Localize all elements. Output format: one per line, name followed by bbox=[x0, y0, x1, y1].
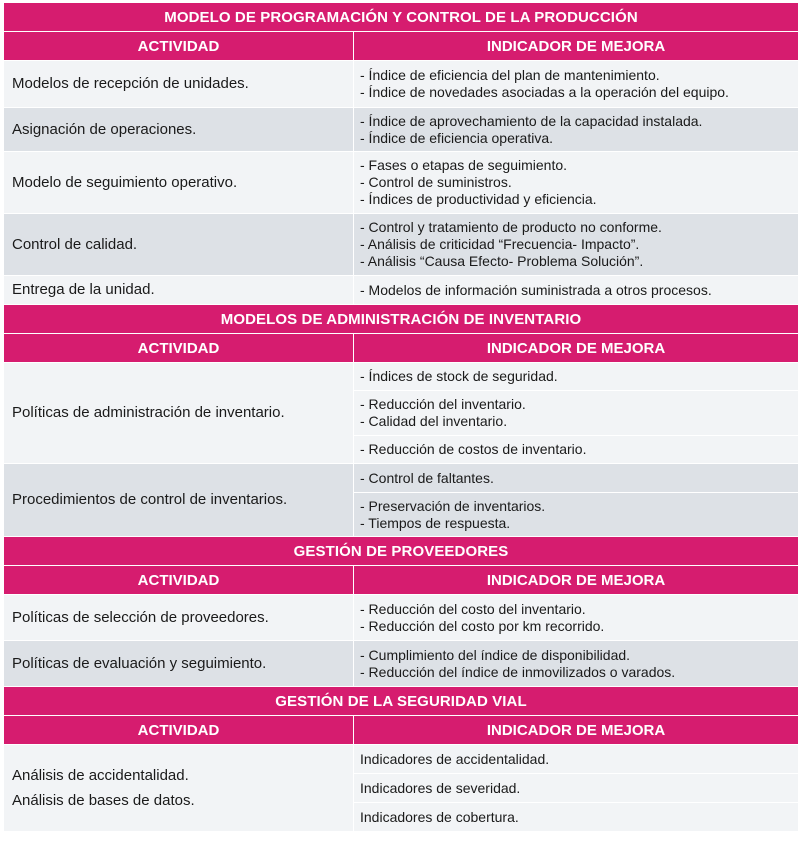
activity-cell: Políticas de selección de proveedores. bbox=[4, 595, 354, 641]
indicator-line: - Índice de aprovechamiento de la capacidad instalada. bbox=[360, 112, 703, 129]
indicator-cell bbox=[354, 595, 799, 641]
indicator-line: - Reducción de costos de inventario. bbox=[360, 441, 587, 457]
indicator-line: - Control y tratamiento de producto no conforme. bbox=[360, 219, 662, 235]
indicator-cell bbox=[354, 363, 799, 391]
table-row bbox=[4, 595, 799, 641]
activity-line: Análisis de bases de datos. bbox=[12, 791, 195, 809]
section-title: MODELO DE PROGRAMACIÓN Y CONTROL DE LA PRODUCCIÓN bbox=[4, 3, 799, 32]
indicator-line: - Reducción del índice de inmovilizados o varados. bbox=[360, 663, 676, 680]
indicator-cell bbox=[354, 436, 799, 464]
table-row bbox=[4, 152, 799, 214]
indicator-cell bbox=[354, 152, 799, 214]
activity-cell: Procedimientos de control de inventarios. bbox=[4, 464, 354, 537]
indicator-line: - Índice de eficiencia del plan de mantenimiento. bbox=[360, 67, 660, 83]
column-header-activity: ACTIVIDAD bbox=[4, 716, 354, 745]
indicator-line: Indicadores de severidad. bbox=[360, 779, 521, 796]
indicator-cell bbox=[354, 214, 799, 276]
section-title-row bbox=[4, 305, 799, 334]
indicator-line: - Cumplimiento del índice de disponibilidad. bbox=[360, 646, 631, 663]
indicator-line: - Índice de novedades asociadas a la operación del equipo. bbox=[360, 84, 729, 100]
column-header-row bbox=[4, 32, 799, 61]
activity-cell: Modelos de recepción de unidades. bbox=[4, 61, 354, 108]
indicator-line: - Índices de stock de seguridad. bbox=[360, 368, 558, 384]
table-row bbox=[4, 61, 799, 108]
column-header-activity: ACTIVIDAD bbox=[4, 334, 354, 363]
indicator-line: Indicadores de accidentalidad. bbox=[360, 750, 550, 767]
indicator-line: - Reducción del inventario. bbox=[360, 396, 526, 412]
activity-cell: Políticas de administración de inventario. bbox=[4, 363, 354, 464]
indicator-cell bbox=[354, 493, 799, 537]
indicator-line: - Análisis de criticidad “Frecuencia- Impacto”. bbox=[360, 236, 640, 252]
section-title-row bbox=[4, 3, 799, 32]
indicator-line: - Índice de eficiencia operativa. bbox=[360, 129, 553, 146]
column-header-indicator: INDICADOR DE MEJORA bbox=[354, 716, 799, 745]
indicator-line: - Modelos de información suministrada a otros procesos. bbox=[360, 281, 712, 298]
table-row bbox=[4, 363, 799, 391]
indicator-cell bbox=[354, 61, 799, 108]
indicator-line: - Tiempos de respuesta. bbox=[360, 514, 511, 531]
activity-cell: Asignación de operaciones. bbox=[4, 108, 354, 152]
indicator-cell bbox=[354, 803, 799, 832]
indicator-line: - Calidad del inventario. bbox=[360, 413, 508, 429]
column-header-row bbox=[4, 716, 799, 745]
section-title-row bbox=[4, 537, 799, 566]
indicator-cell bbox=[354, 464, 799, 493]
column-header-row bbox=[4, 566, 799, 595]
indicator-line: - Reducción del costo por km recorrido. bbox=[360, 617, 605, 634]
column-header-row bbox=[4, 334, 799, 363]
indicator-cell bbox=[354, 276, 799, 305]
table-row bbox=[4, 641, 799, 687]
indicator-cell bbox=[354, 745, 799, 774]
activity-line: Análisis de accidentalidad. bbox=[12, 766, 189, 784]
indicator-cell bbox=[354, 108, 799, 152]
section-title-row bbox=[4, 687, 799, 716]
table-row bbox=[4, 108, 799, 152]
activity-cell bbox=[4, 745, 354, 832]
activity-cell: Modelo de seguimiento operativo. bbox=[4, 152, 354, 214]
activity-cell: Entrega de la unidad. bbox=[4, 276, 354, 305]
section-title: GESTIÓN DE LA SEGURIDAD VIAL bbox=[4, 687, 799, 716]
column-header-indicator: INDICADOR DE MEJORA bbox=[354, 566, 799, 595]
indicator-line: Indicadores de cobertura. bbox=[360, 808, 519, 825]
section-title: MODELOS DE ADMINISTRACIÓN DE INVENTARIO bbox=[4, 305, 799, 334]
indicator-line: - Reducción del costo del inventario. bbox=[360, 600, 586, 617]
column-header-activity: ACTIVIDAD bbox=[4, 32, 354, 61]
indicator-line: - Índices de productividad y eficiencia. bbox=[360, 191, 597, 207]
section-title: GESTIÓN DE PROVEEDORES bbox=[4, 537, 799, 566]
indicator-line: - Preservación de inventarios. bbox=[360, 497, 546, 514]
column-header-activity: ACTIVIDAD bbox=[4, 566, 354, 595]
table-row bbox=[4, 464, 799, 493]
activity-cell: Políticas de evaluación y seguimiento. bbox=[4, 641, 354, 687]
indicator-line: - Control de faltantes. bbox=[360, 469, 494, 486]
indicator-line: - Análisis “Causa Efecto- Problema Solución”. bbox=[360, 253, 644, 269]
table-row bbox=[4, 745, 799, 774]
table-row bbox=[4, 276, 799, 305]
indicator-line: - Control de suministros. bbox=[360, 174, 512, 190]
activity-cell: Control de calidad. bbox=[4, 214, 354, 276]
indicator-cell bbox=[354, 774, 799, 803]
indicator-cell bbox=[354, 391, 799, 436]
improvement-indicators-table bbox=[3, 2, 799, 832]
column-header-indicator: INDICADOR DE MEJORA bbox=[354, 32, 799, 61]
column-header-indicator: INDICADOR DE MEJORA bbox=[354, 334, 799, 363]
indicator-line: - Fases o etapas de seguimiento. bbox=[360, 157, 568, 173]
indicator-cell bbox=[354, 641, 799, 687]
table-row bbox=[4, 214, 799, 276]
